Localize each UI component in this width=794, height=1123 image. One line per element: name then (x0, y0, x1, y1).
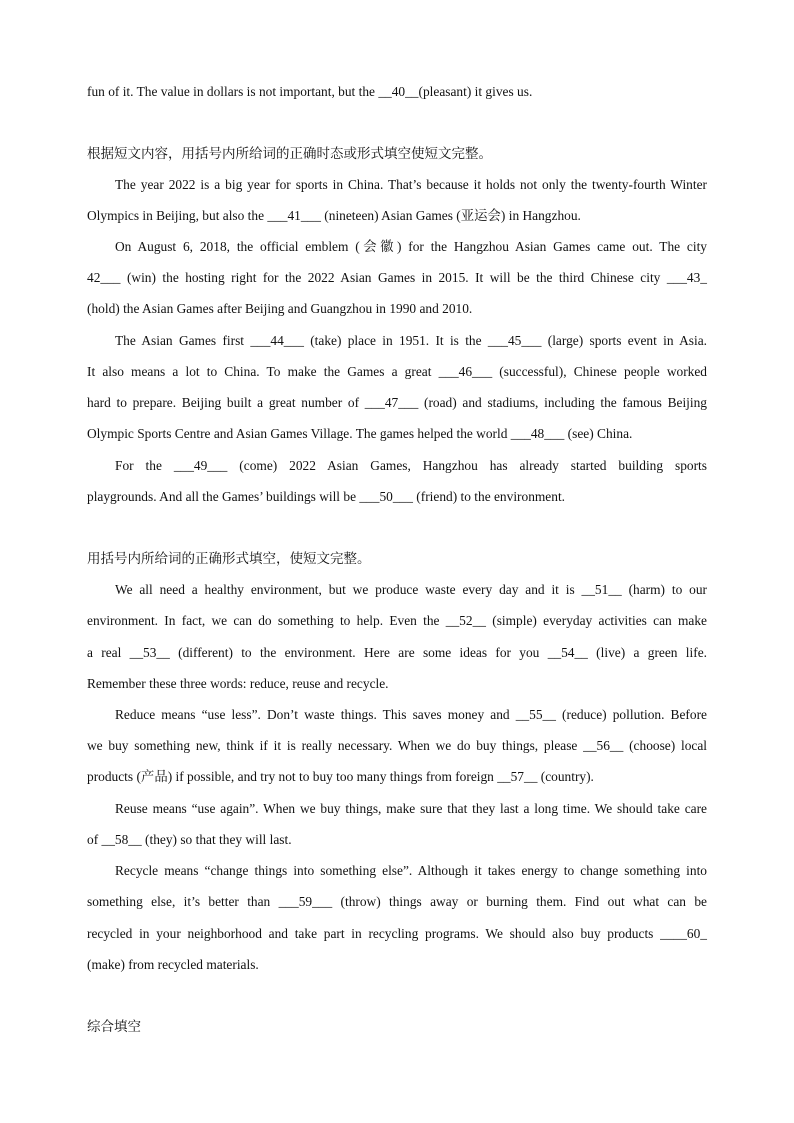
paragraph-line: (hold) the Asian Games after Beijing and Guangzhou in 1990 and 2010. (87, 301, 473, 316)
section-heading: 根据短文内容，用括号内所给词的正确时态或形式填空使短文完整。 (87, 146, 492, 162)
paragraph-line: something else, it’s better than ___59___ (throw) things away or burning them. Find out what can be (87, 894, 707, 909)
paragraph-line: The Asian Games first ___44___ (take) place in 1951. It is the ___45___ (large) sports event in Asia. (115, 333, 707, 348)
paragraph-line: The year 2022 is a big year for sports in China. That’s because it holds not only the twenty-fourth Winter (115, 177, 707, 192)
paragraph-line: environment. In fact, we can do something to help. Even the __52__ (simple) everyday activities can make (87, 613, 707, 628)
paragraph-line: It also means a lot to China. To make the Games a great ___46___ (successful), Chinese people worked (87, 364, 707, 379)
paragraph-line: hard to prepare. Beijing built a great number of ___47___ (road) and stadiums, including the famous Beijing (87, 395, 707, 410)
paragraph-line: Reuse means “use again”. When we buy things, make sure that they last a long time. We should take care (115, 801, 707, 816)
paragraph-line: products (产品) if possible, and try not to buy too many things from foreign __57__ (country). (87, 769, 594, 784)
paragraph-line: playgrounds. And all the Games’ buildings will be ___50___ (friend) to the environment. (87, 489, 566, 504)
paragraph-line: we buy something new, think if it is really necessary. When we do buy things, please __56__ (choose) local (87, 738, 707, 753)
paragraph-line: Olympics in Beijing, but also the ___41___ (nineteen) Asian Games (亚运会) in Hangzhou. (87, 208, 581, 223)
paragraph-line: of __58__ (they) so that they will last. (87, 832, 292, 847)
paragraph-line: Remember these three words: reduce, reuse and recycle. (87, 676, 389, 691)
paragraph-line: For the ___49___ (come) 2022 Asian Games, Hangzhou has already started building sports (115, 458, 707, 473)
paragraph-line: Reduce means “use less”. Don’t waste things. This saves money and __55__ (reduce) pollution. Before (115, 707, 707, 722)
section-heading: 用括号内所给词的正确形式填空，使短文完整。 (87, 551, 371, 567)
paragraph-line: recycled in your neighborhood and take part in recycling programs. We should also buy products ____60_ (87, 926, 707, 941)
paragraph-line: fun of it. The value in dollars is not important, but the __40__(pleasant) it gives us. (87, 84, 533, 99)
paragraph-line: We all need a healthy environment, but we produce waste every day and it is __51__ (harm) to our (115, 582, 707, 597)
paragraph-line: Olympic Sports Centre and Asian Games Village. The games helped the world ___48___ (see) China. (87, 426, 633, 441)
paragraph-line: 42___ (win) the hosting right for the 2022 Asian Games in 2015. It will be the third Chinese city ___43_ (87, 270, 707, 285)
paragraph-line: a real __53__ (different) to the environment. Here are some ideas for you __54__ (live) a green life. (87, 645, 707, 660)
paragraph-line: On August 6, 2018, the official emblem (会徽) for the Hangzhou Asian Games came out. The city (115, 239, 707, 254)
paragraph-line: Recycle means “change things into something else”. Although it takes energy to change something into (115, 863, 707, 878)
section-heading: 综合填空 (87, 1019, 141, 1035)
paragraph-line: (make) from recycled materials. (87, 957, 259, 972)
